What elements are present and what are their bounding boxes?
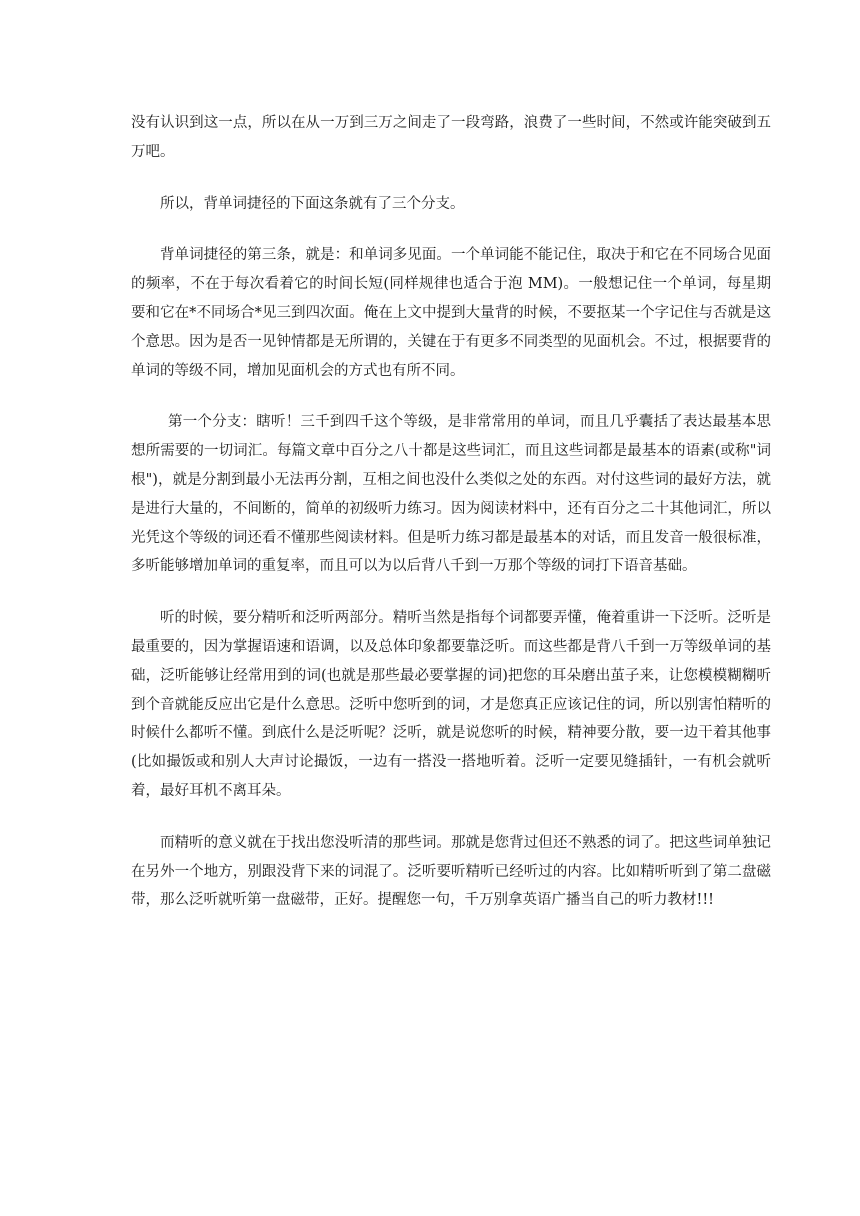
paragraph-continuation: 没有认识到这一点，所以在从一万到三万之间走了一段弯路，浪费了一些时间，不然或许能突破到五万吧。 [131, 115, 771, 160]
paragraph-listening-types: 听的时候，要分精听和泛听两部分。精听当然是指每个词都要弄懂，俺着重讲一下泛听。泛听是最重要的，因为掌握语速和语调，以及总体印象都要靠泛听。而这些都是背八千到一万等级单词的基础，泛听能够让经常用到的词(也就是那些最必要掌握的词)把您的耳朵磨出茧子来，让您模模糊糊听到个音就能反应出它是什么意思。泛听中您听到的词，才是您真正应该记住的词，所以别害怕精听的时候什么都听不懂。到底什么是泛听呢？泛听，就是说您听的时候，精神要分散，要一边干着其他事(比如撮饭或和别人大声讨论撮饭，一边有一搭没一搭地听着。泛听一定要见缝插针，一有机会就听着，最好耳机不离耳朵。 [131, 610, 771, 799]
paragraph-first-branch: 第一个分支：瞎听！三千到四千这个等级，是非常常用的单词，而且几乎囊括了表达最基本思想所需要的一切词汇。每篇文章中百分之八十都是这些词汇，而且这些词都是最基本的语素(或称"词根")，就是分割到最小无法再分割，互相之间也没什么类似之处的东西。对付这些词的最好方法，就是进行大量的，不间断的，简单的初级听力练习。因为阅读材料中，还有百分之二十其他词汇，所以光凭这个等级的词还看不懂那些阅读材料。但是听力练习都是最基本的对话，而且发音一般很标准，多听能够增加单词的重复率，而且可以为以后背八千到一万那个等级的词打下语音基础。 [131, 414, 771, 575]
paragraph-branches-intro: 所以，背单词捷径的下面这条就有了三个分支。 [160, 195, 465, 212]
document-body [131, 109, 771, 915]
paragraph-third-shortcut: 背单词捷径的第三条，就是：和单词多见面。一个单词能不能记住，取决于和它在不同场合见面的频率，不在于每次看着它的时间长短(同样规律也适合于泡 MM)。一般想记住一个单词，每星期要和它在*不同场合*见三到四次面。俺在上文中提到大量背的时候，不要抠某一个字记住与否就是这个意思。因为是否一见钟情都是无所谓的，关键在于有更多不同类型的见面机会。不过，根据要背的单词的等级不同，增加见面机会的方式也有所不同。 [131, 247, 771, 379]
paragraph-intensive-listening: 而精听的意义就在于找出您没听清的那些词。那就是您背过但还不熟悉的词了。把这些词单独记在另外一个地方，别跟没背下来的词混了。泛听要听精听已经听过的内容。比如精听听到了第二盘磁带，那么泛听就听第一盘磁带，正好。提醒您一句，千万别拿英语广播当自己的听力教材!!! [131, 834, 771, 909]
